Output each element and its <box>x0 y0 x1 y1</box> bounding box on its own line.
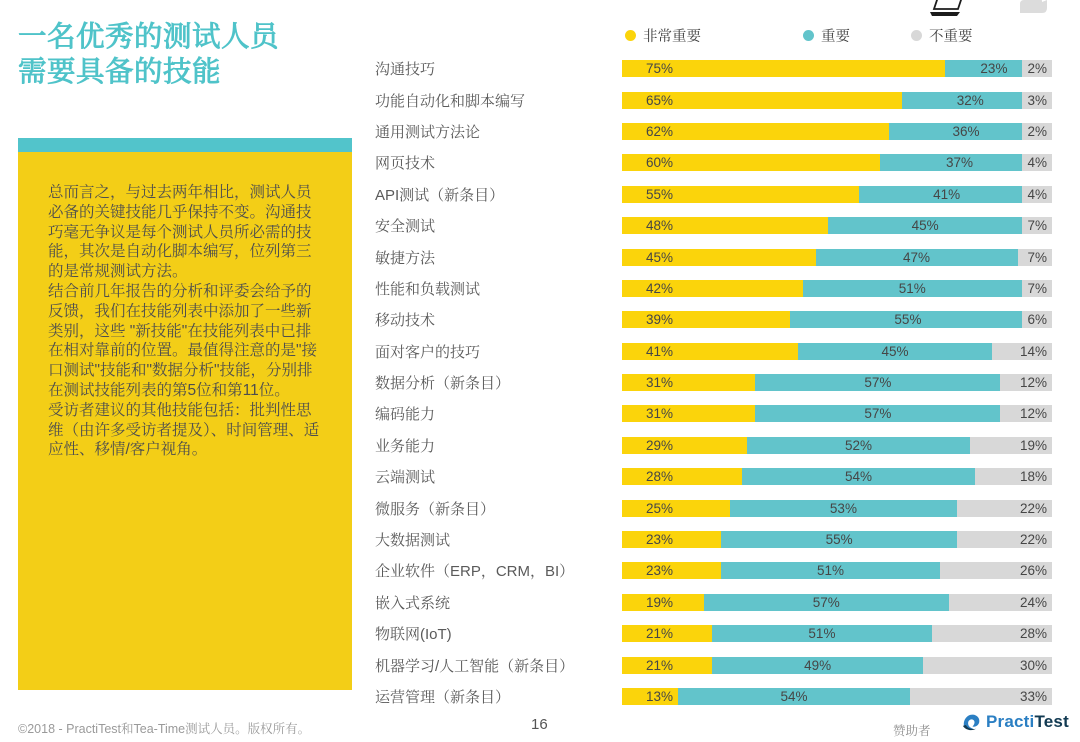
value-label-important: 51% <box>808 626 836 642</box>
category-label: 企业软件（ERP，CRM，BI） <box>375 563 575 581</box>
value-label-not-important: 2% <box>1022 60 1052 77</box>
value-label-not-important: 30% <box>1015 657 1052 674</box>
infobox-paragraph: 结合前几年报告的分析和评委会给予的反馈，我们在技能列表中添加了一些新类别，这些 "新技能"在技能列表中已排在相对靠前的位置。最值得注意的是"接口测试"技能和"数据分析"技能，分别排在测试技能列表的第5位和第11位。 <box>48 282 318 399</box>
value-label-very-important: 28% <box>646 469 674 485</box>
page-title-line2: 需要具备的技能 <box>18 56 222 88</box>
stacked-bar <box>622 625 1052 642</box>
category-label: 网页技术 <box>375 155 436 173</box>
practitest-logo <box>960 710 1069 733</box>
chart-row <box>375 555 1054 586</box>
chart-row <box>375 618 1054 649</box>
segment-very-important <box>622 154 880 171</box>
value-label-not-important: 26% <box>1015 562 1052 579</box>
segment-very-important <box>622 249 816 266</box>
value-label-very-important: 62% <box>646 123 674 139</box>
chart-row <box>375 304 1054 335</box>
infobox-paragraph: 受访者建议的其他技能包括：批判性思维（由许多受访者提及）、时间管理、适应性、移情/客户视角。 <box>48 401 320 459</box>
segment-important <box>790 311 1027 328</box>
segment-important <box>721 531 958 548</box>
segment-important <box>798 343 992 360</box>
value-label-important: 45% <box>911 218 939 234</box>
segment-very-important <box>622 500 730 517</box>
value-label-very-important: 65% <box>646 92 674 108</box>
value-label-important: 53% <box>829 500 857 516</box>
value-label-not-important: 12% <box>1015 405 1052 422</box>
value-label-important: 47% <box>903 249 931 265</box>
segment-very-important <box>622 594 704 611</box>
category-label: 嵌入式系统 <box>375 594 451 612</box>
value-label-not-important: 14% <box>1015 343 1052 360</box>
chart-row <box>375 336 1054 367</box>
value-label-important: 54% <box>780 689 808 704</box>
stacked-bar <box>622 249 1052 266</box>
chart-row <box>375 53 1054 84</box>
segment-very-important <box>622 657 712 674</box>
chart-row <box>375 367 1054 398</box>
stacked-bar <box>622 405 1052 422</box>
segment-important <box>755 374 1000 391</box>
segment-important <box>889 123 1044 140</box>
value-label-very-important: 29% <box>646 437 674 453</box>
category-label: 移动技术 <box>375 312 436 330</box>
category-label: 大数据测试 <box>375 532 451 550</box>
segment-very-important <box>622 217 828 234</box>
segment-important <box>747 437 971 454</box>
stacked-bar <box>622 437 1052 454</box>
chart-row <box>375 210 1054 241</box>
chart-row <box>375 398 1054 429</box>
value-label-important: 23% <box>980 61 1008 77</box>
value-label-important: 55% <box>825 532 853 548</box>
legend-dot-very-important <box>625 30 636 41</box>
stacked-bar <box>622 562 1052 579</box>
category-label: 面对客户的技巧 <box>375 343 481 361</box>
segment-important <box>816 249 1018 266</box>
chart-row <box>375 649 1054 680</box>
stacked-bar <box>622 311 1052 328</box>
category-label: 沟通技巧 <box>375 61 436 79</box>
value-label-not-important: 2% <box>1022 123 1052 140</box>
value-label-not-important: 7% <box>1022 249 1052 266</box>
value-label-not-important: 22% <box>1015 500 1052 517</box>
value-label-very-important: 23% <box>646 563 674 579</box>
segment-very-important <box>622 92 902 109</box>
value-label-very-important: 13% <box>646 689 674 704</box>
chart-row <box>375 116 1054 147</box>
segment-very-important <box>622 625 712 642</box>
value-label-very-important: 19% <box>646 594 674 610</box>
value-label-not-important: 6% <box>1022 311 1052 328</box>
value-label-not-important: 4% <box>1022 154 1052 171</box>
value-label-important: 49% <box>804 657 832 673</box>
value-label-not-important: 22% <box>1015 531 1052 548</box>
page-title <box>18 20 368 90</box>
chart-legend <box>622 25 1054 43</box>
legend-label: 不重要 <box>929 29 973 45</box>
chart-rows <box>375 53 1054 712</box>
value-label-not-important: 28% <box>1015 625 1052 642</box>
page-title-line1: 一名优秀的测试人员 <box>18 21 280 53</box>
chart-row <box>375 587 1054 618</box>
value-label-important: 41% <box>933 186 961 202</box>
value-label-important: 52% <box>844 437 872 453</box>
segment-important <box>803 280 1022 297</box>
segment-important <box>880 154 1039 171</box>
segment-very-important <box>622 123 889 140</box>
legend-label: 非常重要 <box>643 29 701 45</box>
value-label-not-important: 18% <box>1015 468 1052 485</box>
segment-very-important <box>622 531 721 548</box>
chart-row <box>375 84 1054 115</box>
segment-very-important <box>622 468 742 485</box>
chart-row <box>375 492 1054 523</box>
value-label-very-important: 31% <box>646 406 674 422</box>
value-label-not-important: 24% <box>1015 594 1052 611</box>
value-label-not-important: 4% <box>1022 186 1052 203</box>
category-label: 功能自动化和脚本编写 <box>375 92 526 110</box>
stacked-bar <box>622 186 1052 203</box>
segment-very-important <box>622 343 798 360</box>
value-label-important: 51% <box>817 563 845 579</box>
segment-important <box>730 500 958 517</box>
category-label: 安全测试 <box>375 218 436 236</box>
value-label-important: 37% <box>946 155 974 171</box>
laptop-icon <box>928 0 976 19</box>
chart-row <box>375 524 1054 555</box>
category-label: API测试（新条目） <box>375 186 505 204</box>
value-label-not-important: 3% <box>1022 92 1052 109</box>
stacked-bar <box>622 92 1052 109</box>
segment-important <box>828 217 1022 234</box>
category-label: 业务能力 <box>375 437 436 455</box>
infobox-top-accent <box>18 138 352 152</box>
logo-text-test: Test <box>1034 711 1069 731</box>
category-label: 机器学习/人工智能（新条目） <box>375 657 575 675</box>
segment-important <box>859 186 1035 203</box>
category-label: 敏捷方法 <box>375 249 436 267</box>
segment-important <box>902 92 1040 109</box>
segment-very-important <box>622 311 790 328</box>
chart-row <box>375 179 1054 210</box>
category-label: 数据分析（新条目） <box>375 375 511 393</box>
segment-very-important <box>622 186 859 203</box>
sponsor-label: 赞助者 <box>893 724 931 738</box>
segment-very-important <box>622 374 755 391</box>
copyright-text: ©2018 - PractiTest和Tea-Time测试人员。版权所有。 <box>18 722 311 736</box>
category-label: 性能和负载测试 <box>375 280 481 298</box>
chart-row <box>375 147 1054 178</box>
value-label-important: 45% <box>881 343 909 359</box>
category-label: 运营管理（新条目） <box>375 689 511 706</box>
category-label: 通用测试方法论 <box>375 123 481 141</box>
chart-row <box>375 430 1054 461</box>
segment-important <box>704 594 949 611</box>
infobox-paragraph: 总而言之，与过去两年相比，测试人员必备的关键技能几乎保持不变。沟通技巧毫无争议是每个测试人员所必需的技能，其次是自动化脚本编写，位列第三的是常规测试方法。 <box>48 184 312 281</box>
hand-icon <box>1014 0 1054 13</box>
value-label-very-important: 45% <box>646 249 674 265</box>
legend-item-important <box>803 25 850 46</box>
legend-dot-not-important <box>911 30 922 41</box>
stacked-bar <box>622 500 1052 517</box>
value-label-very-important: 60% <box>646 155 674 171</box>
stacked-bar <box>622 531 1052 548</box>
segment-important <box>755 405 1000 422</box>
corner-icons <box>928 0 1068 19</box>
stacked-bar <box>622 280 1052 297</box>
page-number: 16 <box>531 716 548 733</box>
stacked-bar <box>622 60 1052 77</box>
value-label-important: 57% <box>864 406 892 422</box>
value-label-very-important: 25% <box>646 500 674 516</box>
segment-very-important <box>622 60 945 77</box>
segment-important <box>678 688 910 705</box>
stacked-bar <box>622 154 1052 171</box>
value-label-very-important: 23% <box>646 532 674 548</box>
logo-text-practi: Practi <box>986 711 1035 731</box>
value-label-very-important: 42% <box>646 280 674 296</box>
legend-item-not-important <box>911 25 973 46</box>
value-label-very-important: 48% <box>646 218 674 234</box>
stacked-bar <box>622 374 1052 391</box>
value-label-not-important: 7% <box>1022 217 1052 234</box>
value-label-not-important: 33% <box>1015 688 1052 705</box>
value-label-important: 32% <box>956 92 984 108</box>
category-label: 微服务（新条目） <box>375 500 496 518</box>
stacked-bar <box>622 123 1052 140</box>
category-label: 物联网(IoT) <box>375 626 452 644</box>
value-label-very-important: 31% <box>646 375 674 391</box>
value-label-important: 36% <box>952 123 980 139</box>
value-label-very-important: 21% <box>646 626 674 642</box>
chart-row <box>375 461 1054 492</box>
segment-very-important <box>622 405 755 422</box>
chart-row <box>375 241 1054 272</box>
value-label-very-important: 21% <box>646 657 674 673</box>
value-label-very-important: 55% <box>646 186 674 202</box>
value-label-very-important: 39% <box>646 312 674 328</box>
legend-dot-important <box>803 30 814 41</box>
segment-very-important <box>622 688 678 705</box>
segment-important <box>712 657 923 674</box>
segment-very-important <box>622 280 803 297</box>
segment-important <box>712 625 931 642</box>
practitest-logo-icon <box>960 710 983 733</box>
chart-row <box>375 681 1054 712</box>
stacked-bar <box>622 594 1052 611</box>
summary-infobox <box>18 152 352 690</box>
chart-row <box>375 273 1054 304</box>
stacked-bar <box>622 688 1052 705</box>
value-label-not-important: 7% <box>1022 280 1052 297</box>
stacked-bar <box>622 657 1052 674</box>
value-label-very-important: 41% <box>646 343 674 359</box>
skills-stacked-bar-chart <box>375 53 1054 712</box>
value-label-not-important: 12% <box>1015 374 1052 391</box>
stacked-bar <box>622 468 1052 485</box>
value-label-important: 55% <box>894 312 922 328</box>
segment-very-important <box>622 562 721 579</box>
segment-important <box>721 562 940 579</box>
segment-important <box>742 468 974 485</box>
category-label: 编码能力 <box>375 406 436 424</box>
value-label-very-important: 75% <box>646 61 674 77</box>
legend-item-very-important <box>625 25 701 46</box>
value-label-important: 51% <box>898 280 926 296</box>
category-label: 云端测试 <box>375 469 436 487</box>
value-label-important: 57% <box>812 594 840 610</box>
value-label-not-important: 19% <box>1015 437 1052 454</box>
value-label-important: 57% <box>864 375 892 391</box>
stacked-bar <box>622 217 1052 234</box>
legend-label: 重要 <box>821 29 850 45</box>
logo-text <box>986 712 1069 732</box>
value-label-important: 54% <box>844 469 872 485</box>
stacked-bar <box>622 343 1052 360</box>
segment-very-important <box>622 437 747 454</box>
